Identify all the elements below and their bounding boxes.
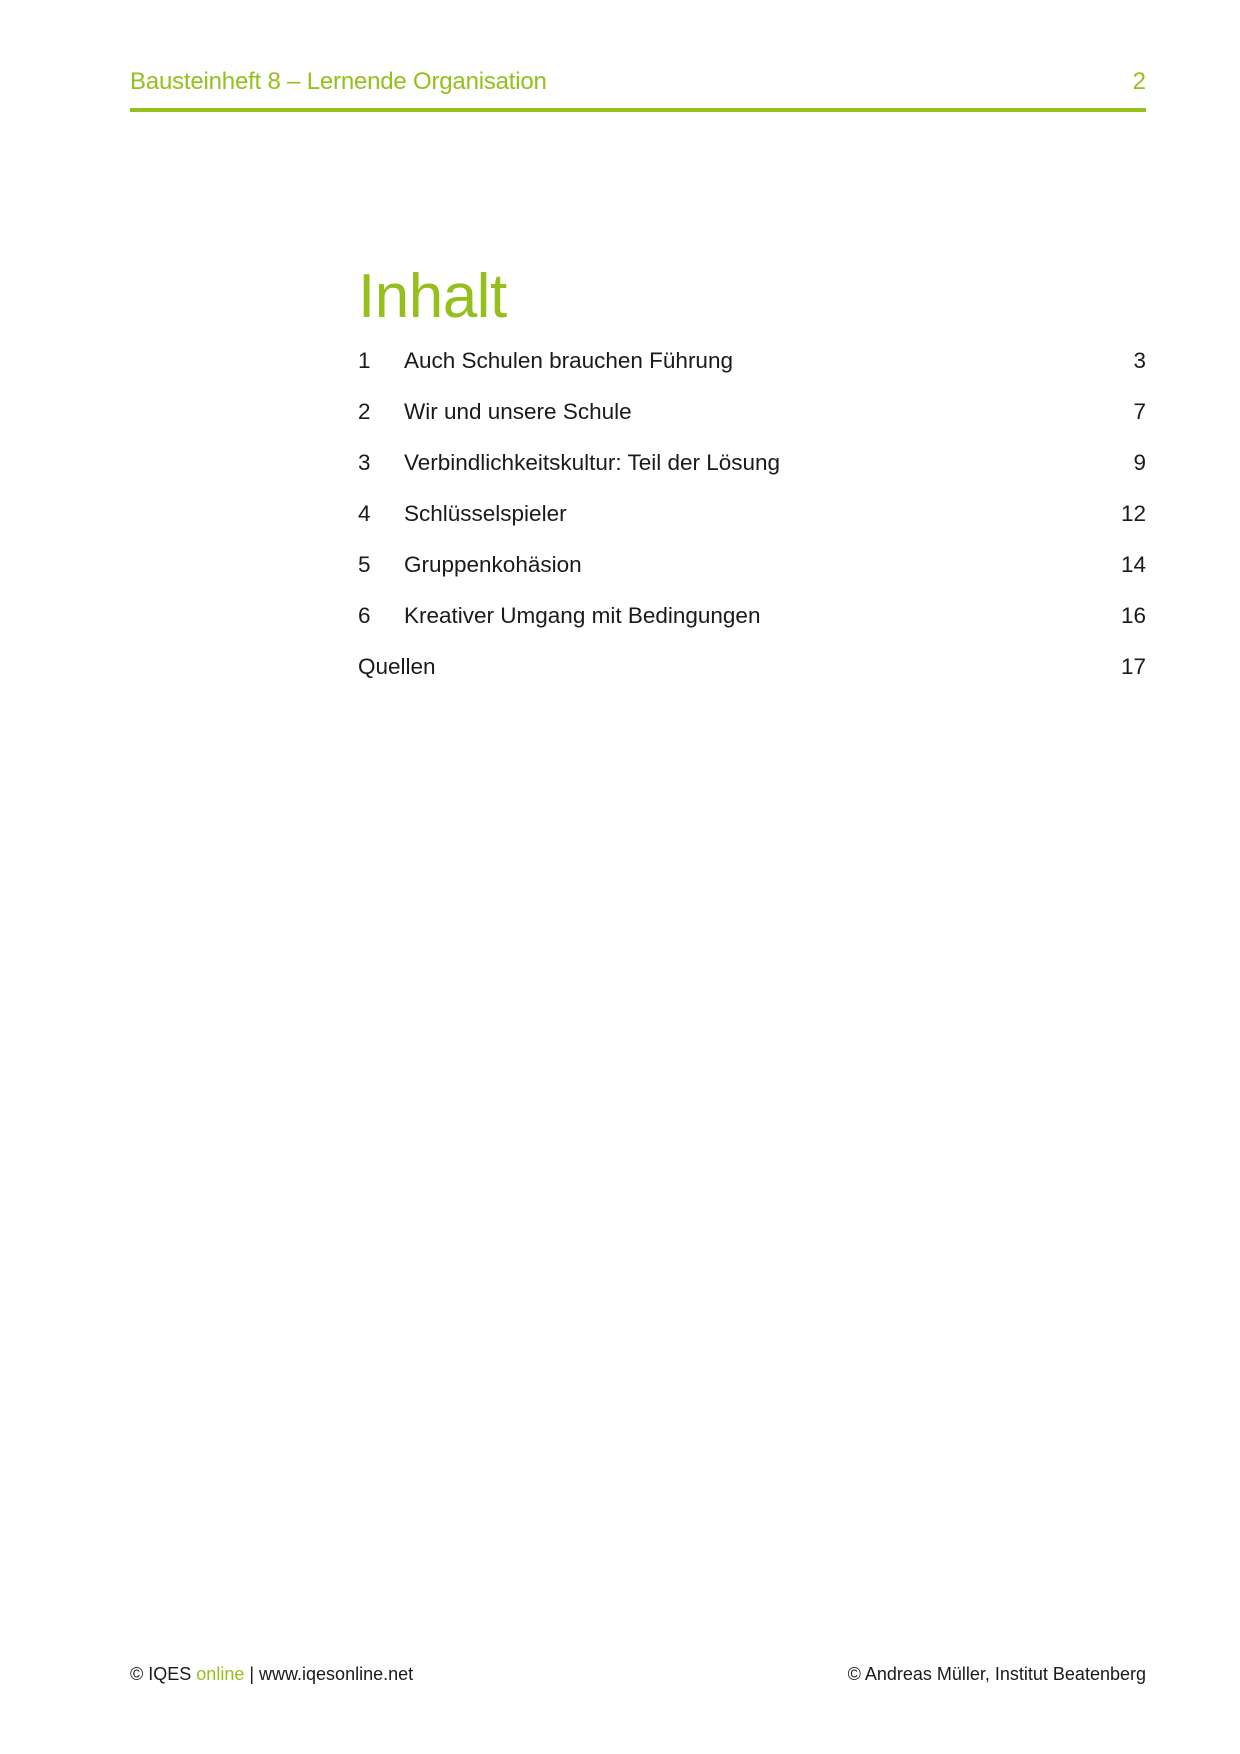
page-number: 2 [1132, 68, 1146, 95]
footer-website: | www.iqesonline.net [249, 1664, 414, 1684]
toc-entry-title: Gruppenkohäsion [404, 552, 582, 577]
toc-entry-title: Quellen [358, 654, 436, 679]
toc-entry-title: Auch Schulen brauchen Führung [404, 348, 733, 373]
toc-entry-number: 4 [358, 501, 371, 526]
toc-entry-number: 6 [358, 603, 371, 628]
toc-entry-page: 12 [1120, 501, 1146, 526]
footer-brand-accent: online [196, 1664, 245, 1684]
document-title: Bausteinheft 8 – Lernende Organisation [130, 68, 547, 95]
toc-entry-sources[interactable] [358, 652, 1146, 703]
toc-entry[interactable] [358, 397, 1146, 448]
toc-entry[interactable] [358, 346, 1146, 397]
toc-entry-page: 14 [1120, 552, 1146, 577]
toc-entry-page: 3 [1133, 348, 1146, 373]
table-of-contents [358, 262, 1146, 703]
toc-entry-page: 17 [1120, 654, 1146, 679]
toc-entry-title: Wir und unsere Schule [404, 399, 632, 424]
toc-entry-page: 9 [1133, 450, 1146, 475]
toc-entry[interactable] [358, 601, 1146, 652]
toc-entry-number: 3 [358, 450, 371, 475]
footer-publisher [130, 1664, 413, 1685]
toc-entry-title: Verbindlichkeitskultur: Teil der Lösung [404, 450, 781, 475]
toc-list [358, 346, 1146, 703]
toc-entry-title: Kreativer Umgang mit Bedingungen [404, 603, 761, 628]
toc-entry[interactable] [358, 550, 1146, 601]
toc-entry-number: 5 [358, 552, 371, 577]
toc-entry[interactable] [358, 499, 1146, 550]
toc-entry-page: 16 [1120, 603, 1146, 628]
toc-entry-title: Schlüsselspieler [404, 501, 567, 526]
footer-author-copyright: © Andreas Müller, Institut Beatenberg [847, 1664, 1146, 1684]
toc-heading: Inhalt [358, 262, 507, 331]
toc-entry-number: 1 [358, 348, 371, 373]
toc-entry[interactable] [358, 448, 1146, 499]
footer-copyright-prefix: © IQES [130, 1664, 192, 1684]
page-header [130, 68, 1146, 112]
toc-entry-page: 7 [1133, 399, 1146, 424]
toc-entry-number: 2 [358, 399, 371, 424]
